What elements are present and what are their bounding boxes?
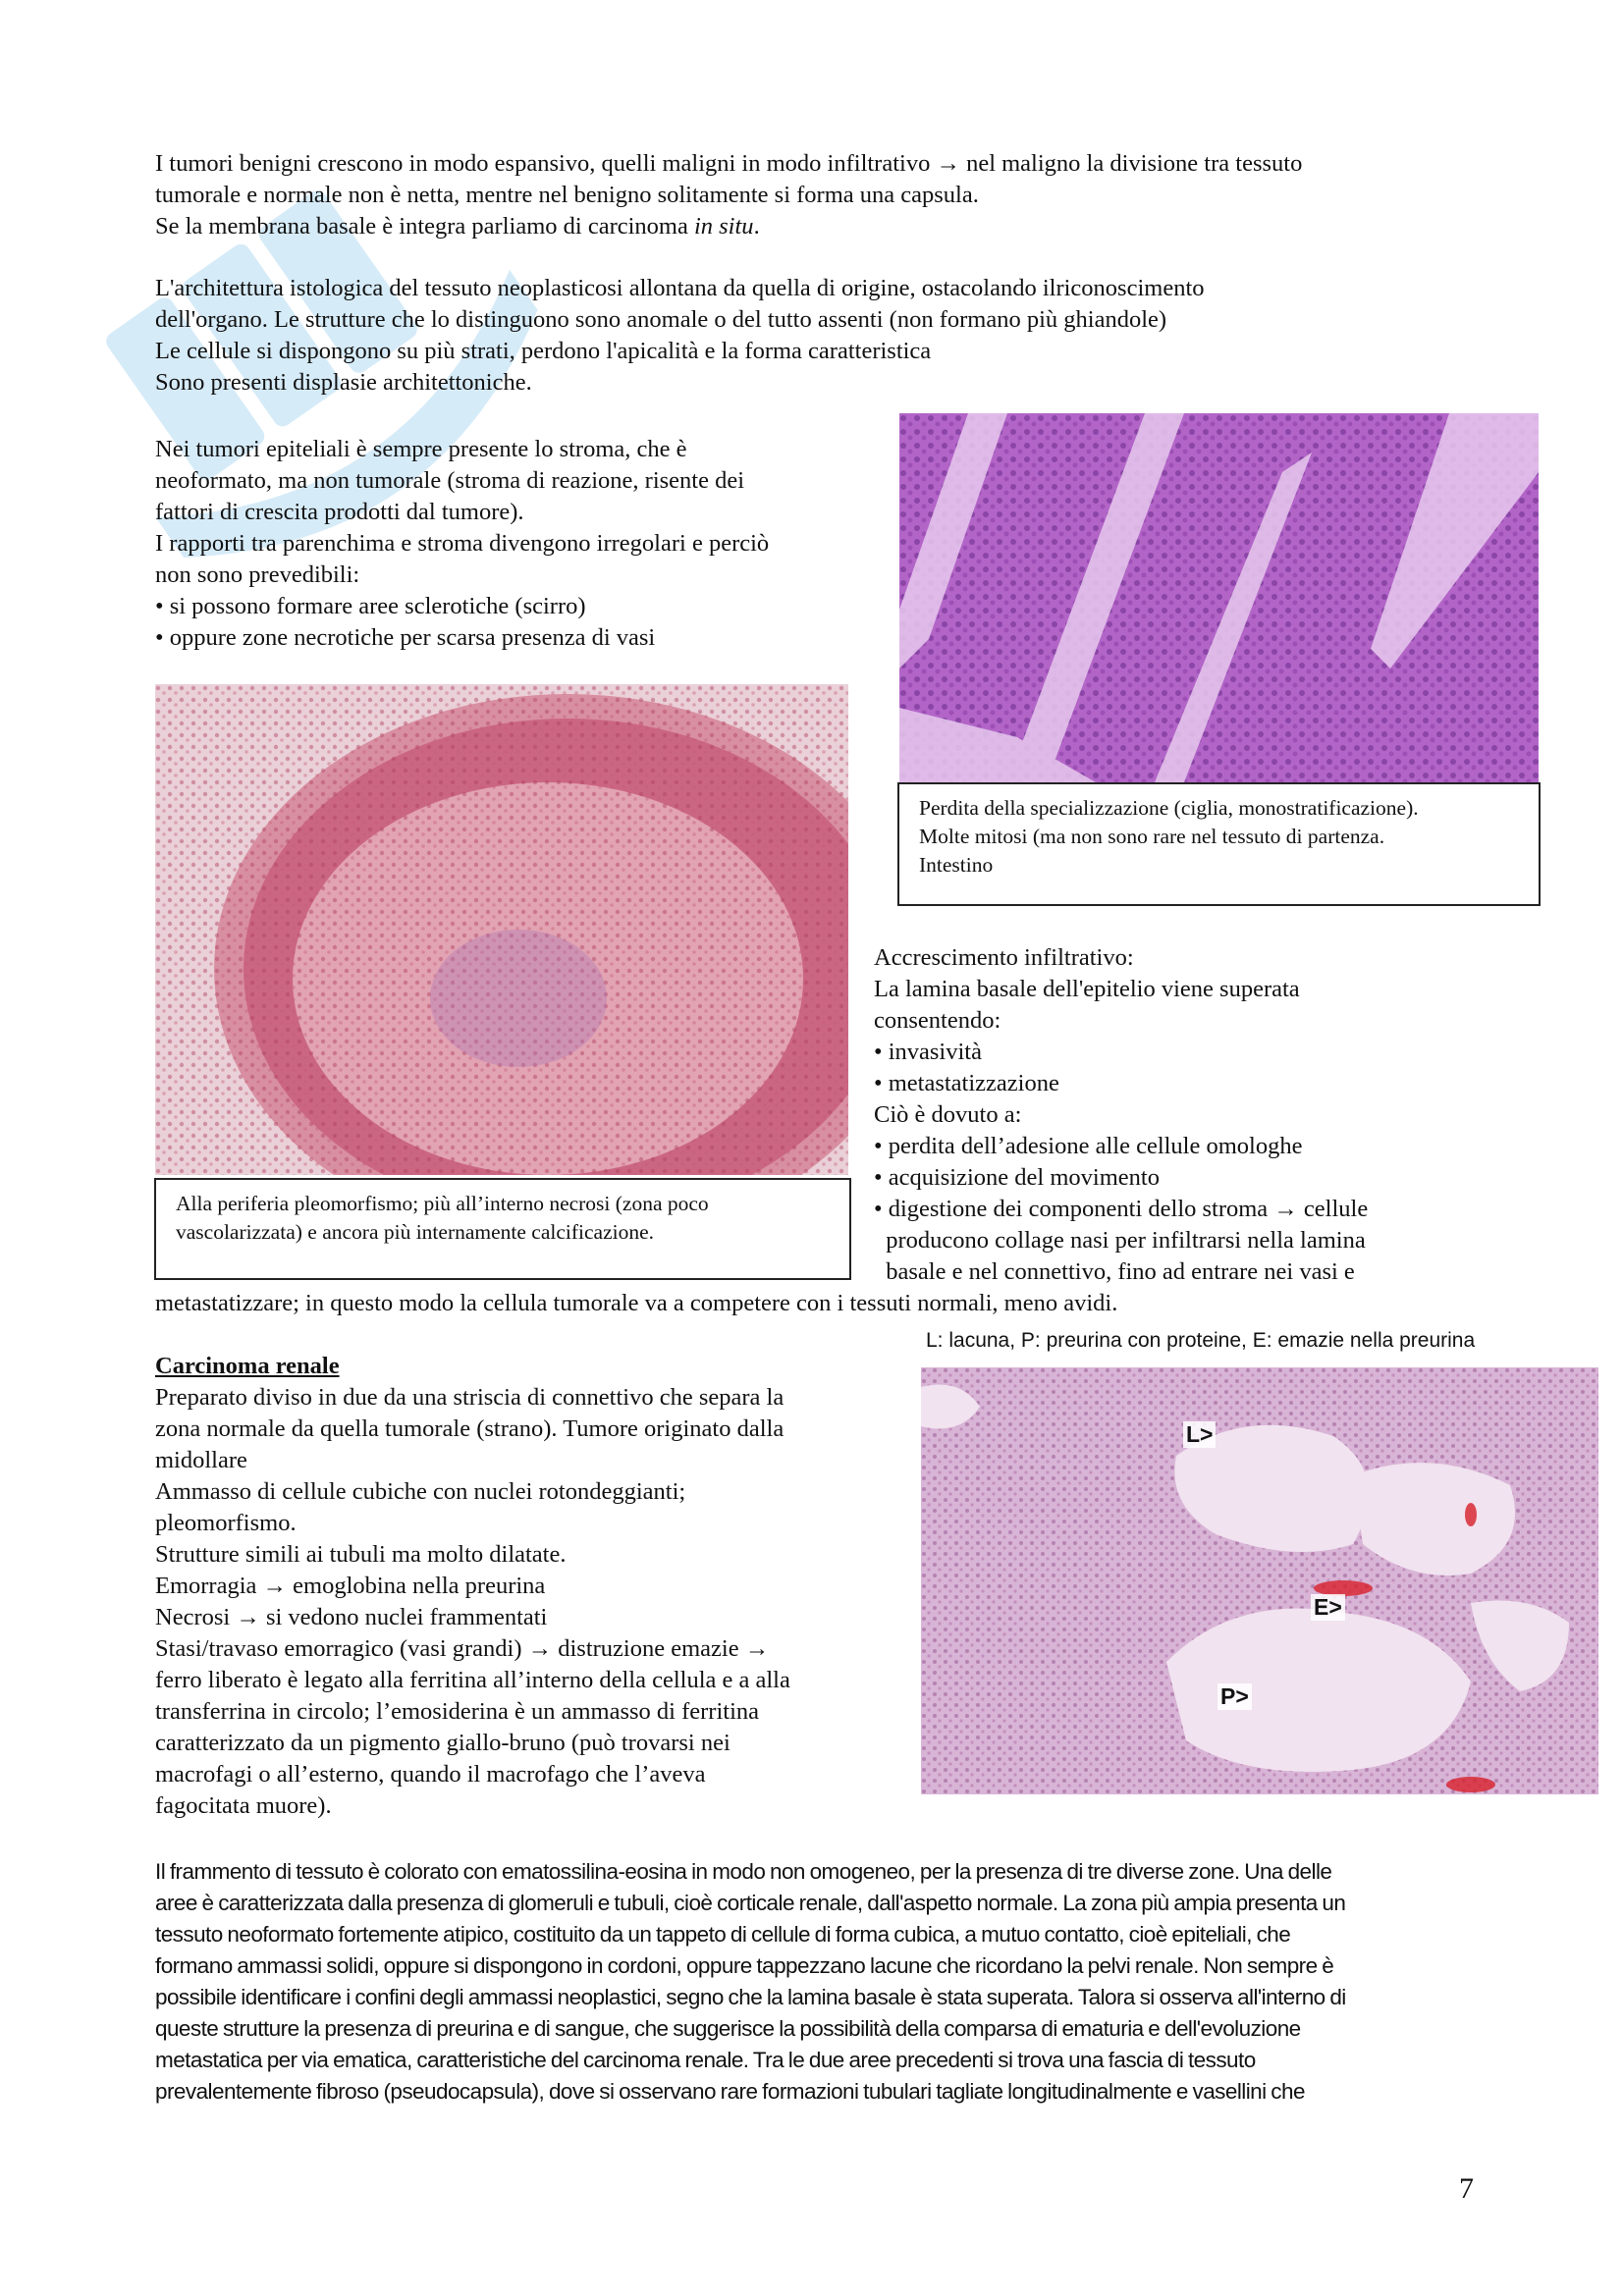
intestine-histology-image: [899, 413, 1539, 782]
text-line: Strutture simili ai tubuli ma molto dilatate.: [155, 1541, 567, 1568]
text-fragment: .: [753, 213, 760, 240]
caption-line: vascolarizzata) e ancora più internamente calcificazione.: [176, 1220, 655, 1244]
text-line: consentendo:: [874, 1007, 1001, 1034]
text-line: Preparato diviso in due da una striscia di connettivo che separa la: [155, 1384, 784, 1411]
list-item: • invasività: [874, 1039, 982, 1065]
text-line: dell'organo. Le strutture che lo distinguono sono anomale o del tutto assenti (non formano più ghiandole): [155, 306, 1167, 333]
infiltrative-paragraph: [874, 942, 1368, 1288]
insitu-line: [155, 211, 1302, 242]
text-line: prevalentemente fibroso (pseudocapsula), dove si osservano rare formazioni tubulari tagliate longitudinalmente e vasellini che: [155, 2079, 1305, 2104]
caption-line: Intestino: [919, 853, 994, 877]
caption-line: Alla periferia pleomorfismo; più all’interno necrosi (zona poco: [176, 1192, 709, 1215]
text-line: Necrosi → si vedono nuclei frammentati: [155, 1604, 548, 1630]
label-erythrocytes: E>: [1311, 1594, 1345, 1621]
text-line: non sono prevedibili:: [155, 561, 360, 588]
text-line: I tumori benigni crescono in modo espansivo, quelli maligni in modo infiltrativo → nel maligno la divisione tra tessuto: [155, 150, 1303, 177]
text-line: Nei tumori epiteliali è sempre presente lo stroma, che è: [155, 436, 687, 462]
text-line: zona normale da quella tumorale (strano). Tumore originato dalla: [155, 1415, 784, 1442]
text-line: aree è caratterizzata dalla presenza di glomeruli e tubuli, cioè corticale renale, dall'aspetto normale. La zona più ampia presenta un: [155, 1891, 1346, 1915]
text-line: pleomorfismo.: [155, 1510, 297, 1536]
text-line: Ammasso di cellule cubiche con nuclei rotondeggianti;: [155, 1478, 686, 1505]
text-line: tessuto neoformato fortemente atipico, costituito da un tappeto di cellule di forma cubica, a mutuo contatto, cioè epiteliali, che: [155, 1922, 1291, 1947]
list-item: • digestione dei componenti dello stroma → cellule: [874, 1196, 1369, 1222]
text-line: L'architettura istologica del tessuto neoplasticosi allontana da quella di origine, ostacolando ilriconoscimento: [155, 275, 1205, 301]
list-item: • si possono formare aree sclerotiche (scirro): [155, 593, 586, 619]
text-line: macrofagi o all’esterno, quando il macrofago che l’aveva: [155, 1761, 706, 1788]
text-line: Sono presenti displasie architettoniche.: [155, 369, 532, 396]
section-heading: Carcinoma renale: [155, 1353, 340, 1379]
description-paragraph: [155, 1856, 1346, 2108]
text-line: ferro liberato è legato alla ferritina all’interno della cellula e a alla: [155, 1667, 790, 1693]
text-line: tumorale e normale non è netta, mentre nel benigno solitamente si forma una capsula.: [155, 182, 979, 208]
text-line: queste strutture la presenza di preurina e di sangue, che suggerisce la possibilità della comparsa di ematuria e dell'evoluzione: [155, 2016, 1301, 2041]
text-line: La lamina basale dell'epitelio viene superata: [874, 976, 1300, 1002]
renal-figure-title: L: lacuna, P: preurina con proteine, E: emazie nella preurina: [926, 1329, 1476, 1352]
necrosis-histology-image: [155, 684, 848, 1175]
text-line: neoformato, ma non tumorale (stroma di reazione, risente dei: [155, 467, 745, 494]
italic-term: in situ: [693, 213, 754, 240]
text-line: caratterizzato da un pigmento giallo-bruno (può trovarsi nei: [155, 1730, 730, 1756]
text-line: Emorragia → emoglobina nella preurina: [155, 1573, 546, 1599]
stroma-paragraph: [155, 434, 769, 654]
list-item: • acquisizione del movimento: [874, 1164, 1160, 1191]
caption-line: Molte mitosi (ma non sono rare nel tessuto di partenza.: [919, 825, 1385, 848]
text-line: fattori di crescita prodotti dal tumore).: [155, 499, 524, 525]
text-line: Il frammento di tessuto è colorato con ematossilina-eosina in modo non omogeneo, per la presenza di tre diverse zone. Una delle: [155, 1859, 1332, 1884]
page-number: 7: [1459, 2172, 1474, 2205]
architecture-paragraph: [155, 273, 1205, 399]
label-preurine: P>: [1217, 1683, 1252, 1710]
text-line: metastatica per via ematica, caratteristiche del carcinoma renale. Tra le due aree precedenti si trova una fascia di tessuto: [155, 2048, 1256, 2072]
text-line: Ciò è dovuto a:: [874, 1101, 1022, 1128]
list-item: • perdita dell’adesione alle cellule omologhe: [874, 1133, 1303, 1159]
text-line: midollare: [155, 1447, 247, 1473]
text-line: I rapporti tra parenchima e stroma divengono irregolari e perciò: [155, 530, 770, 557]
list-item: • metastatizzazione: [874, 1070, 1059, 1096]
text-line: formano ammassi solidi, oppure si dispongono in cordoni, oppure tappezzano lacune che ricordano la pelvi renale. Non sempre è: [155, 1953, 1334, 1978]
caption-necrosis: [154, 1178, 851, 1280]
intro-paragraph: [155, 148, 1302, 242]
text-line: producono collage nasi per infiltrarsi nella lamina: [874, 1227, 1366, 1254]
list-item: • oppure zone necrotiche per scarsa presenza di vasi: [155, 624, 656, 651]
text-line: fagocitata muore).: [155, 1792, 332, 1819]
text-fragment: Se la membrana basale è integra parliamo di carcinoma: [155, 213, 694, 240]
caption-line: Perdita della specializzazione (ciglia, monostratificazione).: [919, 796, 1419, 820]
renal-paragraph: [155, 1351, 790, 1822]
text-line: possibile identificare i confini degli ammassi neoplastici, segno che la lamina basale è stata superata. Talora si osserva all'interno di: [155, 1985, 1346, 2009]
text-line: Stasi/travaso emorragico (vasi grandi) → distruzione emazie →: [155, 1635, 770, 1662]
label-lacuna: L>: [1183, 1421, 1216, 1448]
text-line: transferrina in circolo; l’emosiderina è un ammasso di ferritina: [155, 1698, 760, 1725]
infiltrative-end-line: metastatizzare; in questo modo la cellula tumorale va a competere con i tessuti normali, meno avidi.: [155, 1290, 1118, 1316]
text-line: basale e nel connettivo, fino ad entrare nei vasi e: [874, 1258, 1355, 1285]
caption-intestine: [897, 782, 1541, 906]
text-line: Le cellule si dispongono su più strati, perdono l'apicalità e la forma caratteristica: [155, 338, 932, 364]
renal-histology-image: [921, 1367, 1598, 1794]
text-line: Accrescimento infiltrativo:: [874, 944, 1134, 971]
